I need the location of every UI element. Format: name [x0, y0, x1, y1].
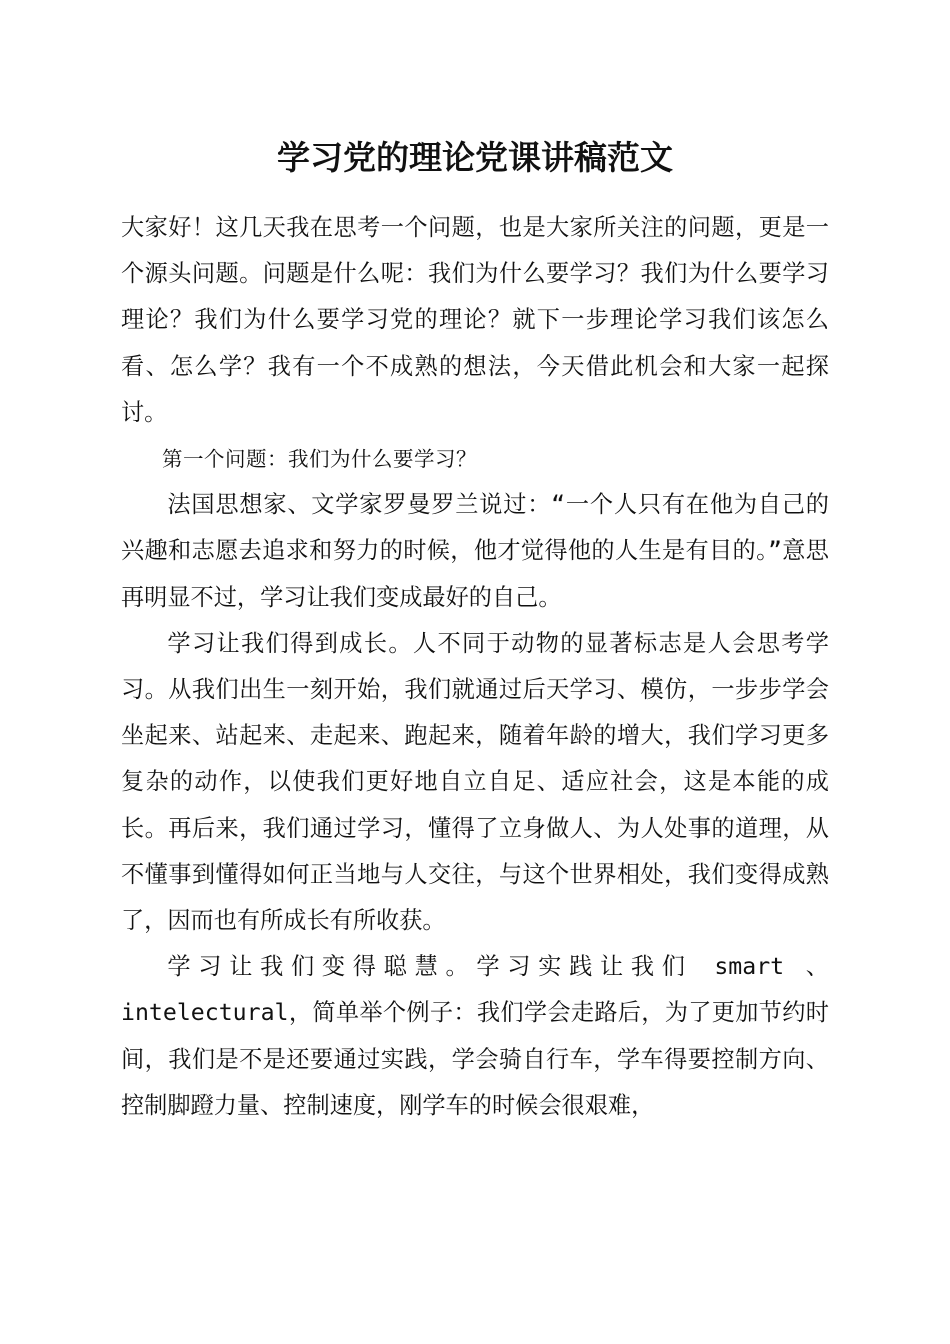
paragraph-wisdom: 学习让我们变得聪慧。学习实践让我们 smart 、intelectural，简单举个例子：我们学会走路后，为了更加节约时间，我们是不是还要通过实践，学会骑自行车，学车得要控制方向、控制脚蹬力量、控制速度，刚学车的时候会很艰难， — [121, 953, 829, 1119]
section-heading: 第一个问题：我们为什么要学习？ — [162, 447, 477, 472]
paragraph-intro: 大家好！这几天我在思考一个问题，也是大家所关注的问题，更是一个源头问题。问题是什么呢：我们为什么要学习？我们为什么要学习理论？我们为什么要学习党的理论？就下一步理论学习我们该怎么看、怎么学？我有一个不成熟的想法，今天借此机会和大家一起探讨。 — [121, 214, 829, 426]
paragraph-quote: 法国思想家、文学家罗曼罗兰说过：“一个人只有在他为自己的兴趣和志愿去追求和努力的时候，他才觉得他的人生是有目的。”意思再明显不过，学习让我们变成最好的自己。 — [121, 491, 829, 611]
paragraph-growth: 学习让我们得到成长。人不同于动物的显著标志是人会思考学习。从我们出生一刻开始，我们就通过后天学习、模仿，一步步学会坐起来、站起来、走起来、跑起来，随着年龄的增大，我们学习更多复杂的动作，以使我们更好地自立自足、适应社会，这是本能的成长。再后来，我们通过学习，懂得了立身做人、为人处事的道理，从不懂事到懂得如何正当地与人交往，与这个世界相处，我们变得成熟了，因而也有所成长有所收获。 — [121, 629, 829, 935]
document-title: 学习党的理论党课讲稿范文 — [277, 138, 673, 177]
document-body — [121, 205, 829, 1129]
